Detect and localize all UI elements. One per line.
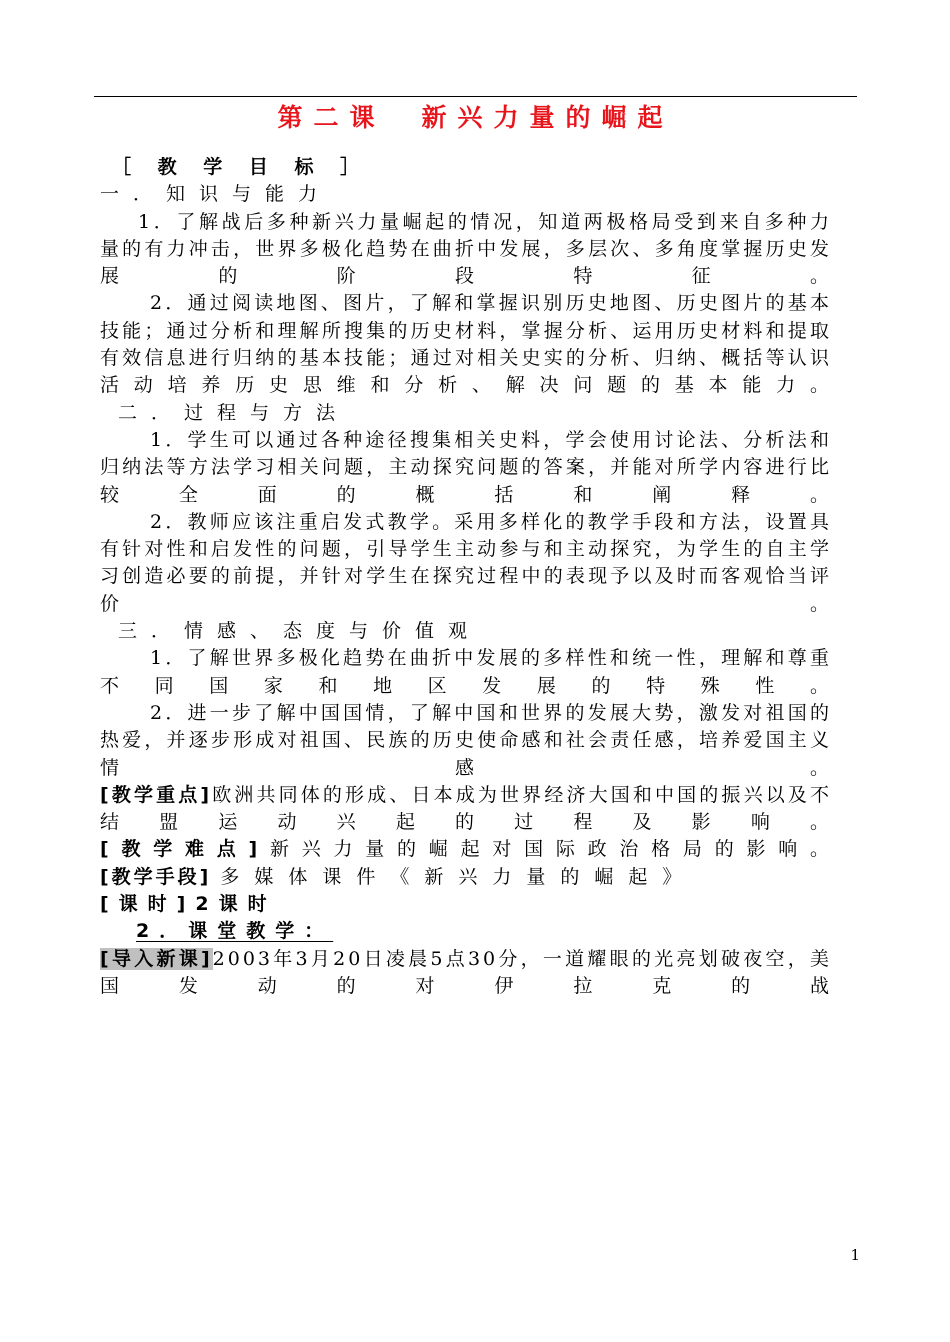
classroom-teaching-heading xyxy=(100,918,832,945)
section-3-paragraph-1: 1．了解世界多极化趋势在曲折中发展的多样性和统一性，理解和尊重不同国家和地区发展的特殊性。 xyxy=(100,647,832,697)
class-hours xyxy=(100,891,832,918)
section-2-paragraph-2: 2．教师应该注重启发式教学。采用多样化的教学手段和方法，设置具有针对性和启发性的问题，引导学生主动参与和主动探究，为学生的自主学习创造必要的前提，并针对学生在探究过程中的表现予以及时而客观恰当评价。 xyxy=(100,510,832,615)
section-1-paragraph-1: 1．了解战后多种新兴力量崛起的情况，知道两极格局受到来自多种力量的有力冲击，世界多极化趋势在曲折中发展，多层次、多角度掌握历史发展的阶段特征。 xyxy=(100,210,832,288)
document-body xyxy=(100,154,832,1000)
page-title: 第二课 新兴力量的崛起 xyxy=(277,103,674,132)
key-points-label: [教学重点] xyxy=(100,783,213,806)
header-rule xyxy=(94,96,857,97)
section-2-heading: 二．过程与方法 xyxy=(118,401,350,424)
section-1-heading: 一．知识与能力 xyxy=(100,183,332,206)
section-3-paragraph-2: 2．进一步了解中国国情，了解中国和世界的发展大势，激发对祖国的热爱，并逐步形成对祖国、民族的历史使命感和社会责任感，培养爱国主义情感。 xyxy=(100,701,832,779)
class-hours-label: [课时] xyxy=(100,893,196,916)
section-3-heading: 三．情感、态度与价值观 xyxy=(118,620,482,643)
class-hours-text: 2课时 xyxy=(195,893,277,916)
page-number: 1 xyxy=(850,1246,860,1264)
intro-paragraph xyxy=(100,946,832,1001)
teaching-means-text: 多媒体课件《新兴力量的崛起》 xyxy=(220,865,697,888)
section-2-paragraph-1: 1．学生可以通过各种途径搜集相关史料，学会使用讨论法、分析法和归纳法等方法学习相关问题，主动探究问题的答案，并能对所学内容进行比较全面的概括和阐释。 xyxy=(100,428,832,506)
teaching-means xyxy=(100,864,832,891)
key-points-text: 欧洲共同体的形成、日本成为世界经济大国和中国的振兴以及不结盟运动兴起的过程及影响。 xyxy=(100,783,832,834)
intro-text: 2003年3月20日凌晨5点30分，一道耀眼的光亮划破夜空，美国发动的对伊拉克的战 xyxy=(100,947,833,997)
difficult-points-label: [教学难点] xyxy=(100,838,261,861)
section-1-paragraph-2: 2．通过阅读地图、图片，了解和掌握识别历史地图、历史图片的基本技能；通过分析和理解所搜集的历史材料，掌握分析、运用历史材料和提取有效信息进行归纳的基本技能；通过对相关史实的分析、归纳、概括等认识活动培养历史思维和分析、解决问题的基本能力。 xyxy=(100,292,832,397)
intro-label: [导入新课] xyxy=(100,947,213,970)
difficult-points xyxy=(100,836,832,863)
goals-heading: ［ 教 学 目 标 ］ xyxy=(112,156,370,178)
difficult-points-text: 新兴力量的崛起对国际政治格局的影响。 xyxy=(260,838,832,861)
teaching-means-label: [教学手段] xyxy=(100,865,212,888)
classroom-teaching-label: 2．课堂教学： xyxy=(136,920,334,943)
key-points xyxy=(100,782,832,837)
